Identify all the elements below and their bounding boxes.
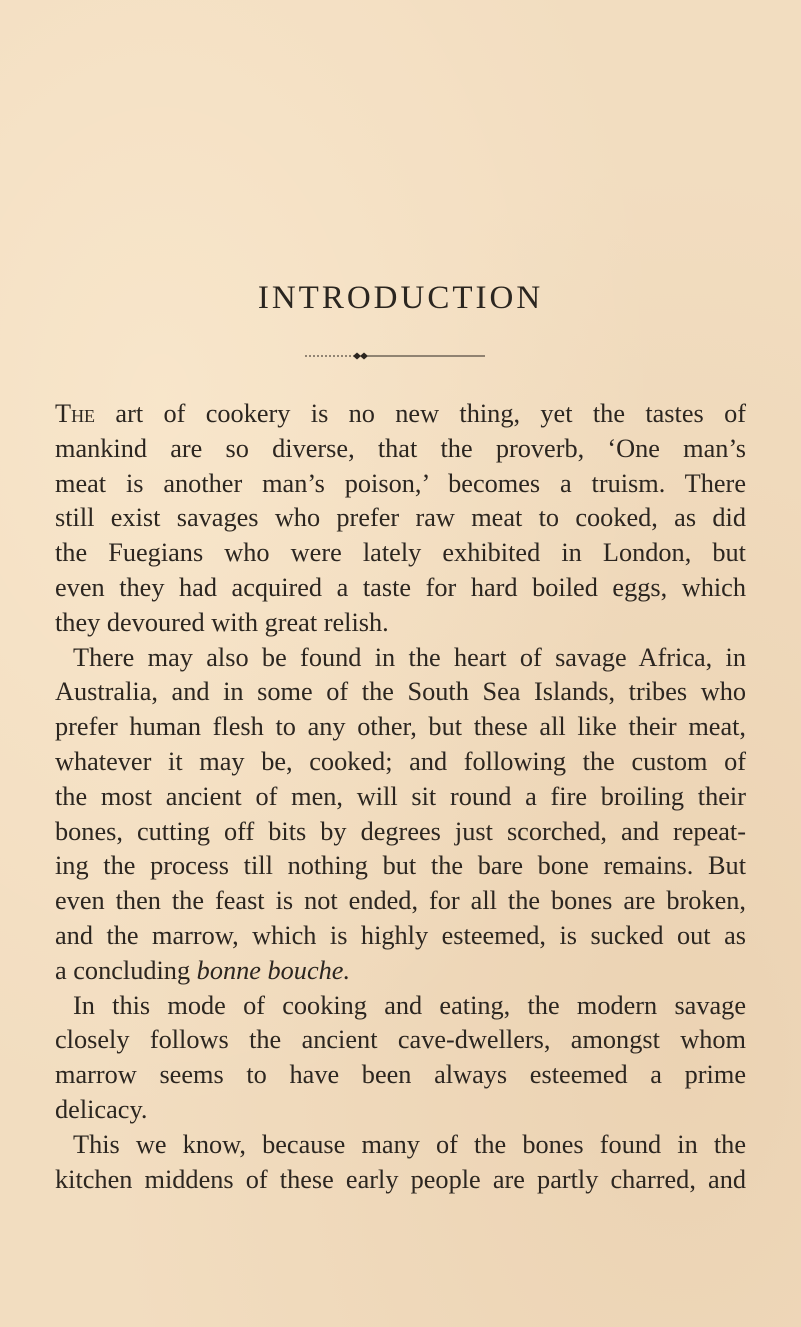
text-line: ing the process till nothing but the bare bone remains. But (55, 851, 746, 881)
chapter-heading: INTRODUCTION (257, 280, 544, 316)
text-line: the Fuegians who were lately exhibited in London, but (55, 538, 746, 568)
text-line: they devoured with great relish. (55, 607, 389, 637)
italic-phrase: bonne bouche. (196, 955, 351, 985)
text-line: closely follows the ancient cave-dwellers, amongst whom (55, 1025, 746, 1055)
text-line: even then the feast is not ended, for all the bones are broken, (55, 886, 746, 916)
text-line: This we know, because many of the bones found in the (73, 1129, 746, 1159)
body-text (55, 397, 746, 1197)
text-line: There may also be found in the heart of savage Africa, in (73, 642, 746, 672)
text-line: bones, cutting off bits by degrees just scorched, and repeat- (55, 816, 746, 846)
text-line: whatever it may be, cooked; and following the custom of (55, 746, 746, 776)
text-line: prefer human flesh to any other, but these all like their meat, (55, 712, 746, 742)
text-line: delicacy. (55, 1094, 148, 1124)
text-line: mankind are so diverse, that the proverb, ‘One man’s (55, 433, 746, 463)
text-line: kitchen middens of these early people are partly charred, and (55, 1164, 746, 1194)
ornament-rule-icon (305, 350, 485, 362)
text-line: still exist savages who prefer raw meat to cooked, as did (55, 503, 746, 533)
text-line: meat is another man’s poison,’ becomes a truism. There (55, 468, 746, 498)
text-line: a concluding bonne bouche. (55, 955, 351, 985)
text-line: marrow seems to have been always esteemed a prime (55, 1060, 746, 1090)
drop-word: The (55, 399, 96, 428)
text-line: Australia, and in some of the South Sea Islands, tribes who (55, 677, 746, 707)
text-line: In this mode of cooking and eating, the modern savage (73, 990, 746, 1020)
text-line: and the marrow, which is highly esteemed, is sucked out as (55, 920, 746, 950)
text-line: The art of cookery is no new thing, yet the tastes of (55, 399, 746, 428)
text-line: even they had acquired a taste for hard boiled eggs, which (55, 572, 746, 602)
text-line: the most ancient of men, will sit round a fire broiling their (55, 781, 746, 811)
